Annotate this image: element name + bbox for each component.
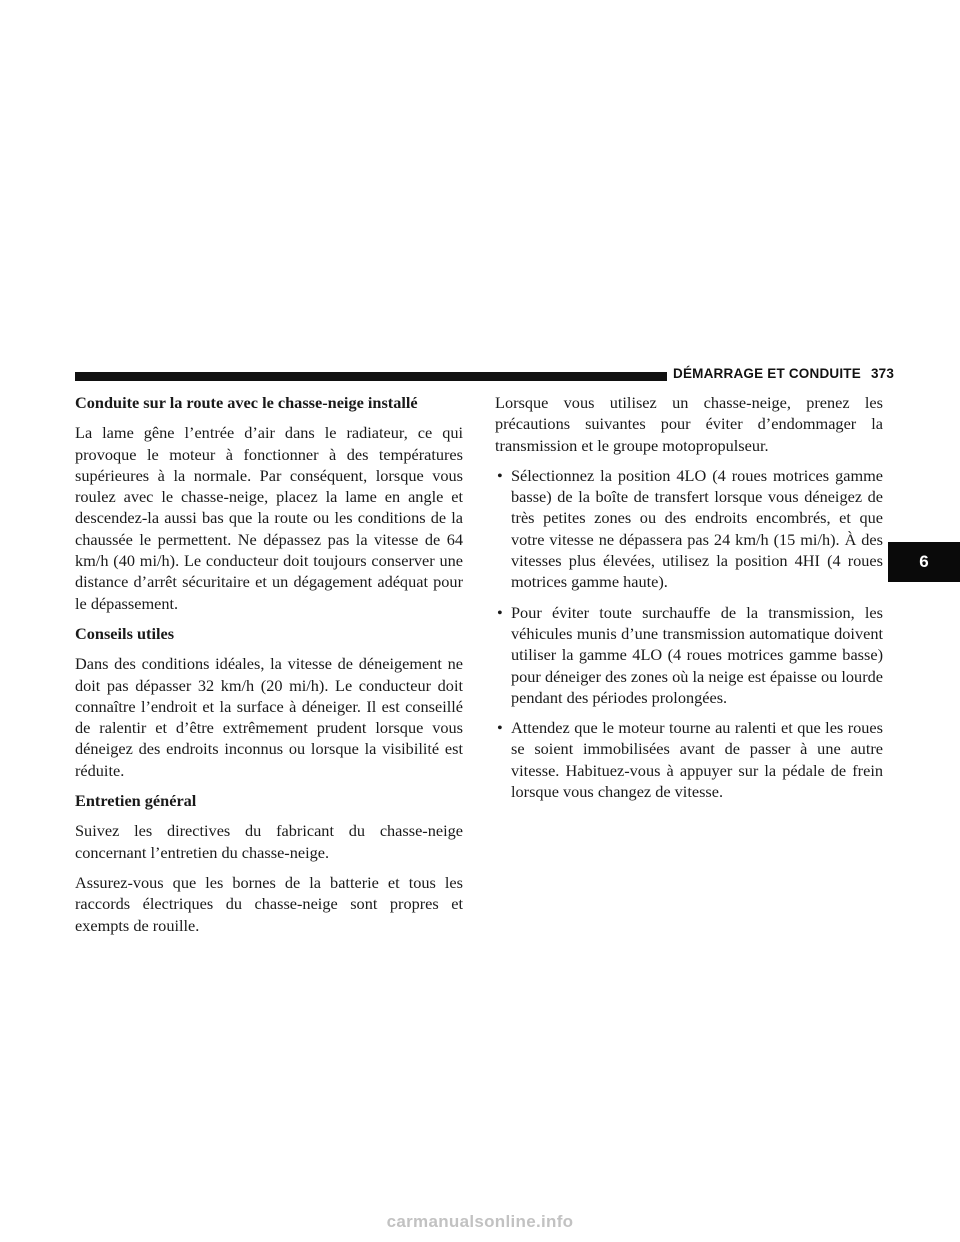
paragraph-manufacturer-directives: Suivez les directives du fabricant du chasse-neige concernant l’entretien du chasse-neige. — [75, 821, 463, 862]
watermark: carmanualsonline.info — [386, 1212, 574, 1231]
header-rule — [75, 372, 667, 381]
bullet-icon: • — [497, 602, 503, 622]
paragraph-plowing-speed: Dans des conditions idéales, la vitesse de déneigement ne doit pas dépasser 32 km/h (20 mi/h). Le conducteur doit connaître l’endroit et la surface à déneiger. Il est conseillé de ralentir et d’être extrêmement prudent lorsque vous déneigez des endroits inconnus ou lorsque la visibilité est réduite. — [75, 654, 463, 780]
heading-plow-road-driving: Conduite sur la route avec le chasse-neige installé — [75, 393, 418, 412]
heading-general-maintenance: Entretien général — [75, 791, 197, 811]
section-title: DÉMARRAGE ET CONDUITE — [673, 366, 861, 381]
bullet-icon: • — [497, 718, 503, 738]
paragraph-precautions-intro: Lorsque vous utilisez un chasse-neige, prenez les précautions suivantes pour éviter d’endommager la transmission et le groupe motopropulseur. — [495, 393, 883, 455]
list-item — [495, 602, 883, 708]
running-header — [673, 366, 894, 381]
paragraph-radiator: La lame gêne l’entrée d’air dans le radiateur, ce qui provoque le moteur à fonctionner à des températures supérieures à la normale. Par conséquent, lorsque vous roulez avec le chasse-neige, placez la lame en angle et descendez-la aussi bas que la route ou les conditions de la chaussée le permettent. Ne dépassez pas la vitesse de 64 km/h (40 mi/h). Le conducteur doit toujours conserver une distance d’arrêt sécuritaire et un dégagement adéquat pour le dépassement. — [75, 423, 463, 613]
list-item-text: Attendez que le moteur tourne au ralenti et que les roues se soient immobilisées avant de passer à une autre vitesse. Habituez-vous à appuyer sur la pédale de frein lorsque vous changez de vitesse. — [511, 718, 883, 802]
left-column — [75, 392, 463, 945]
list-item — [495, 465, 883, 593]
page-number: 373 — [870, 366, 895, 381]
list-item-text: Sélectionnez la position 4LO (4 roues motrices gamme basse) de la boîte de transfert lorsque vous déneigez de très petites zones ou des endroits encombrés, et que votre vitesse ne dépassera pas 24 km/h (15 mi/h). À des vitesses plus élevées, utilisez la position 4HI (4 roues motrices gamme haute). — [511, 465, 883, 592]
heading-useful-tips: Conseils utiles — [75, 623, 175, 643]
list-item — [495, 717, 883, 802]
bullet-icon: • — [497, 465, 503, 485]
list-item-text: Pour éviter toute surchauffe de la transmission, les véhicules munis d’une transmission automatique doivent utiliser la gamme 4LO (4 roues motrices gamme basse) pour déneiger des zones où la neige est épaisse ou lourde pendant des périodes prolongées. — [511, 602, 883, 707]
chapter-tab: 6 — [888, 542, 960, 582]
precautions-list — [495, 465, 883, 802]
paragraph-battery-terminals: Assurez-vous que les bornes de la batterie et tous les raccords électriques du chasse-neige sont propres et exempts de rouille. — [75, 872, 463, 935]
right-column — [495, 392, 883, 811]
